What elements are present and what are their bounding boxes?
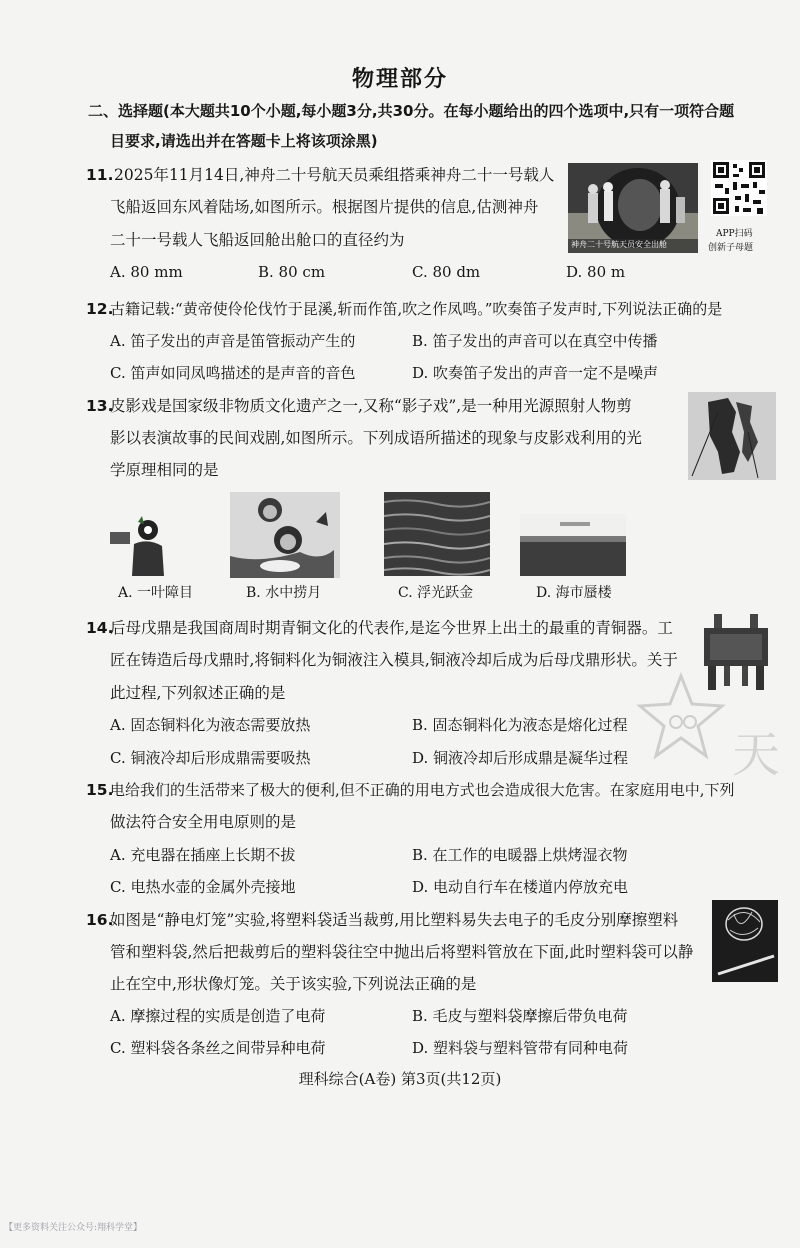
question-text-line: 止在空中,形状像灯笼。关于该实验,下列说法正确的是 <box>110 975 477 993</box>
option-a[interactable]: A. 固态铜料化为液态需要放热 <box>110 716 311 734</box>
qr-label: 创新子母题 <box>708 243 754 253</box>
section-heading-line-1: 二、选择题(本大题共10个小题,每小题3分,共30分。在每小题给出的四个选项中,只有一项符合题 <box>88 102 735 120</box>
qr-label: APP扫码 <box>716 229 753 239</box>
page-footer: 理科综合(A卷) 第3页(共12页) <box>298 1070 502 1088</box>
question-number: 16. <box>86 911 114 929</box>
question-text-line: 二十一号载人飞船返回舱出舱口的直径约为 <box>110 231 405 249</box>
option-d[interactable]: D. 塑料袋与塑料管带有同种电荷 <box>412 1039 629 1057</box>
option-c[interactable]: C. 铜液冷却后形成鼎需要吸热 <box>110 749 311 767</box>
page-title: 物理部分 <box>351 67 448 92</box>
option-c[interactable]: C. 电热水壶的金属外壳接地 <box>110 878 296 896</box>
option-b[interactable]: B. 毛皮与塑料袋摩擦后带负电荷 <box>412 1007 628 1025</box>
option-b[interactable]: B. 在工作的电暖器上烘烤湿衣物 <box>412 846 628 864</box>
question-text-line: 电给我们的生活带来了极大的便利,但不正确的用电方式也会造成很大危害。在家庭用电中,下列 <box>110 781 735 799</box>
question-text-line: 做法符合安全用电原则的是 <box>110 813 297 831</box>
question-text-line: 飞船返回东风着陆场,如图所示。根据图片提供的信息,估测神舟 <box>110 198 539 216</box>
choice-c-image <box>384 492 490 576</box>
choice-c-caption[interactable]: C. 浮光跃金 <box>398 585 474 601</box>
question-text-line: 影以表演故事的民间戏剧,如图所示。下列成语所描述的现象与皮影戏利用的光 <box>110 429 642 447</box>
question-text-line: 如图是“静电灯笼”实验,将塑料袋适当裁剪,用比塑料易失去电子的毛皮分别摩擦塑料 <box>110 911 679 929</box>
option-d[interactable]: D. 电动自行车在楼道内停放充电 <box>412 878 629 896</box>
question-text-line: 匠在铸造后母戊鼎时,将铜料化为铜液注入模具,铜液冷却后成为后母戊鼎形状。关于 <box>110 651 678 669</box>
section-heading-line-2: 目要求,请选出并在答题卡上将该项涂黑) <box>110 132 378 150</box>
option-c[interactable]: C. 塑料袋各条丝之间带异种电荷 <box>110 1039 326 1057</box>
watermark-text: 天 <box>732 727 781 783</box>
choice-b-caption[interactable]: B. 水中捞月 <box>246 585 322 601</box>
question-text-line: 2025年11月14日,神舟二十号航天员乘组搭乘神舟二十一号载人 <box>114 166 555 184</box>
choice-d-caption[interactable]: D. 海市蜃楼 <box>536 585 612 601</box>
qr-code[interactable] <box>711 160 767 216</box>
photo-caption: 神舟二十号航天员安全出舱 <box>571 240 667 249</box>
option-d[interactable]: D. 80 m <box>566 263 626 281</box>
question-number: 15. <box>86 781 114 799</box>
question-text-line: 古籍记载:“黄帝使伶伦伐竹于昆溪,斩而作笛,吹之作凤鸣。”吹奏笛子发声时,下列说法正确的是 <box>110 300 723 318</box>
option-b[interactable]: B. 固态铜料化为液态是熔化过程 <box>412 716 628 734</box>
question-text-line: 管和塑料袋,然后把裁剪后的塑料袋往空中抛出后将塑料管放在下面,此时塑料袋可以静 <box>110 943 694 961</box>
static-lantern-image <box>712 900 778 982</box>
question-text-line: 学原理相同的是 <box>110 461 219 479</box>
option-a[interactable]: A. 摩擦过程的实质是创造了电荷 <box>110 1007 326 1025</box>
choice-b-image <box>230 492 340 578</box>
question-number: 11. <box>86 166 114 184</box>
option-a[interactable]: A. 80 mm <box>110 263 183 281</box>
option-d[interactable]: D. 铜液冷却后形成鼎是凝华过程 <box>412 749 629 767</box>
option-b[interactable]: B. 80 cm <box>258 263 326 281</box>
choice-d-image <box>520 514 626 576</box>
option-d[interactable]: D. 吹奏笛子发出的声音一定不是噪声 <box>412 364 659 382</box>
question-number: 14. <box>86 619 114 637</box>
choice-a-caption[interactable]: A. 一叶障目 <box>118 585 194 601</box>
question-number: 13. <box>86 397 114 415</box>
option-b[interactable]: B. 笛子发出的声音可以在真空中传播 <box>412 332 658 350</box>
question-number: 12. <box>86 300 114 318</box>
option-c[interactable]: C. 80 dm <box>412 263 481 281</box>
option-c[interactable]: C. 笛声如同凤鸣描述的是声音的音色 <box>110 364 356 382</box>
star-watermark-icon <box>636 672 726 762</box>
question-text-line: 后母戊鼎是我国商周时期青铜文化的代表作,是迄今世界上出土的最重的青铜器。工 <box>110 619 673 637</box>
option-a[interactable]: A. 充电器在插座上长期不拔 <box>110 846 296 864</box>
choice-a-image <box>108 510 170 578</box>
question-text-line: 此过程,下列叙述正确的是 <box>110 684 286 702</box>
bottom-note: 【更多资料关注公众号:翔科学堂】 <box>4 1223 143 1233</box>
shadow-puppet-image <box>688 392 776 480</box>
question-text-line: 皮影戏是国家级非物质文化遗产之一,又称“影子戏”,是一种用光源照射人物剪 <box>110 397 632 415</box>
option-a[interactable]: A. 笛子发出的声音是笛管振动产生的 <box>110 332 356 350</box>
spacecraft-photo <box>568 163 698 253</box>
